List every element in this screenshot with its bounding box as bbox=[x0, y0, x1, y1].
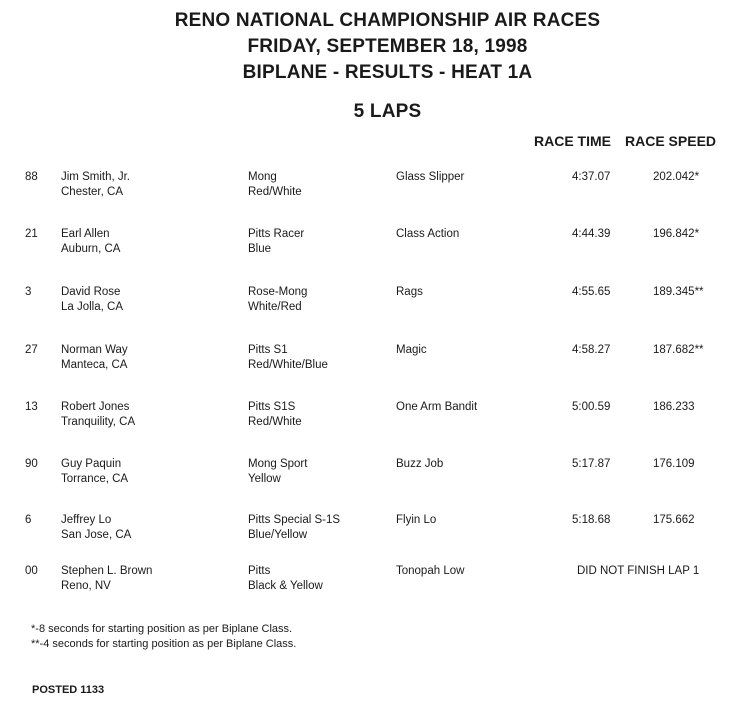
posted-time: POSTED 1133 bbox=[32, 684, 105, 696]
plane-name: Glass Slipper bbox=[396, 171, 465, 183]
aircraft-type: Pitts Racer bbox=[248, 228, 305, 240]
aircraft-colors: Yellow bbox=[248, 473, 281, 485]
race-time: 5:00.59 bbox=[572, 401, 611, 413]
result-row bbox=[0, 457, 750, 497]
aircraft-cell bbox=[248, 457, 307, 487]
race-number: 27 bbox=[25, 344, 38, 356]
aircraft-type: Pitts S1S bbox=[248, 401, 296, 413]
aircraft-type: Mong Sport bbox=[248, 458, 308, 470]
race-time: 4:58.27 bbox=[572, 344, 611, 356]
aircraft-colors: Red/White/Blue bbox=[248, 359, 328, 371]
plane-name: Class Action bbox=[396, 228, 460, 240]
event-title: RENO NATIONAL CHAMPIONSHIP AIR RACES bbox=[174, 10, 601, 31]
race-number: 13 bbox=[25, 401, 38, 413]
race-time: 4:55.65 bbox=[572, 286, 611, 298]
result-row bbox=[0, 343, 750, 383]
plane-name: Rags bbox=[396, 286, 423, 298]
result-row bbox=[0, 564, 750, 604]
footnote-double-star: **-4 seconds for starting position as per Biplane Class. bbox=[31, 638, 297, 650]
pilot-name: Earl Allen bbox=[61, 228, 110, 240]
plane-name: Magic bbox=[396, 344, 427, 356]
pilot-hometown: Manteca, CA bbox=[61, 359, 128, 371]
pilot-name: Guy Paquin bbox=[61, 458, 122, 470]
pilot-name: Jim Smith, Jr. bbox=[61, 171, 131, 183]
race-time: 4:37.07 bbox=[572, 171, 611, 183]
race-number: 88 bbox=[25, 171, 38, 183]
pilot-cell bbox=[61, 227, 120, 257]
event-date: FRIDAY, SEPTEMBER 18, 1998 bbox=[247, 36, 528, 57]
aircraft-colors: White/Red bbox=[248, 301, 302, 313]
race-speed: 187.682** bbox=[653, 344, 704, 356]
aircraft-colors: Red/White bbox=[248, 186, 302, 198]
race-number: 21 bbox=[25, 228, 38, 240]
race-speed: 175.662 bbox=[653, 514, 695, 526]
aircraft-colors: Blue/Yellow bbox=[248, 529, 308, 541]
pilot-cell bbox=[61, 400, 135, 430]
race-number: 6 bbox=[25, 514, 32, 526]
laps-label: 5 LAPS bbox=[353, 101, 422, 122]
pilot-hometown: Reno, NV bbox=[61, 580, 111, 592]
pilot-cell bbox=[61, 285, 123, 315]
race-time: 5:18.68 bbox=[572, 514, 611, 526]
plane-name: One Arm Bandit bbox=[396, 401, 478, 413]
result-row bbox=[0, 400, 750, 440]
result-row bbox=[0, 513, 750, 553]
aircraft-type: Pitts bbox=[248, 565, 271, 577]
race-time: 4:44.39 bbox=[572, 228, 611, 240]
pilot-name: David Rose bbox=[61, 286, 121, 298]
aircraft-cell bbox=[248, 400, 302, 430]
pilot-cell bbox=[61, 457, 128, 487]
race-time: 5:17.87 bbox=[572, 458, 611, 470]
heat-title: BIPLANE - RESULTS - HEAT 1A bbox=[242, 62, 533, 83]
pilot-cell bbox=[61, 343, 128, 373]
aircraft-colors: Red/White bbox=[248, 416, 302, 428]
aircraft-type: Pitts S1 bbox=[248, 344, 288, 356]
race-number: 00 bbox=[25, 565, 38, 577]
pilot-hometown: Tranquility, CA bbox=[61, 416, 136, 428]
pilot-hometown: Torrance, CA bbox=[61, 473, 129, 485]
result-row bbox=[0, 285, 750, 325]
plane-name: Buzz Job bbox=[396, 458, 444, 470]
aircraft-type: Pitts Special S-1S bbox=[248, 514, 341, 526]
result-row bbox=[0, 227, 750, 267]
result-row bbox=[0, 170, 750, 210]
aircraft-cell bbox=[248, 227, 304, 257]
aircraft-cell bbox=[248, 513, 340, 543]
plane-name: Flyin Lo bbox=[396, 514, 437, 526]
footnote-single-star: *-8 seconds for starting position as per Biplane Class. bbox=[31, 623, 293, 635]
race-number: 3 bbox=[25, 286, 32, 298]
aircraft-cell bbox=[248, 285, 307, 315]
pilot-cell bbox=[61, 170, 130, 200]
pilot-hometown: La Jolla, CA bbox=[61, 301, 124, 313]
aircraft-type: Mong bbox=[248, 171, 277, 183]
pilot-name: Norman Way bbox=[61, 344, 128, 356]
race-status: DID NOT FINISH LAP 1 bbox=[577, 565, 700, 577]
pilot-hometown: Chester, CA bbox=[61, 186, 123, 198]
race-speed-header: RACE SPEED bbox=[625, 133, 717, 149]
pilot-cell bbox=[61, 513, 131, 543]
pilot-hometown: Auburn, CA bbox=[61, 243, 121, 255]
aircraft-type: Rose-Mong bbox=[248, 286, 308, 298]
pilot-hometown: San Jose, CA bbox=[61, 529, 132, 541]
aircraft-colors: Black & Yellow bbox=[248, 580, 323, 592]
pilot-name: Jeffrey Lo bbox=[61, 514, 112, 526]
race-speed: 186.233 bbox=[653, 401, 695, 413]
race-time-header: RACE TIME bbox=[534, 133, 611, 149]
race-speed: 202.042* bbox=[653, 171, 700, 183]
race-speed: 176.109 bbox=[653, 458, 695, 470]
aircraft-colors: Blue bbox=[248, 243, 272, 255]
race-speed: 189.345** bbox=[653, 286, 704, 298]
aircraft-cell bbox=[248, 564, 323, 594]
pilot-name: Robert Jones bbox=[61, 401, 130, 413]
race-number: 90 bbox=[25, 458, 38, 470]
plane-name: Tonopah Low bbox=[396, 565, 465, 577]
pilot-cell bbox=[61, 564, 152, 594]
aircraft-cell bbox=[248, 343, 328, 373]
pilot-name: Stephen L. Brown bbox=[61, 565, 153, 577]
race-speed: 196.842* bbox=[653, 228, 700, 240]
aircraft-cell bbox=[248, 170, 302, 200]
